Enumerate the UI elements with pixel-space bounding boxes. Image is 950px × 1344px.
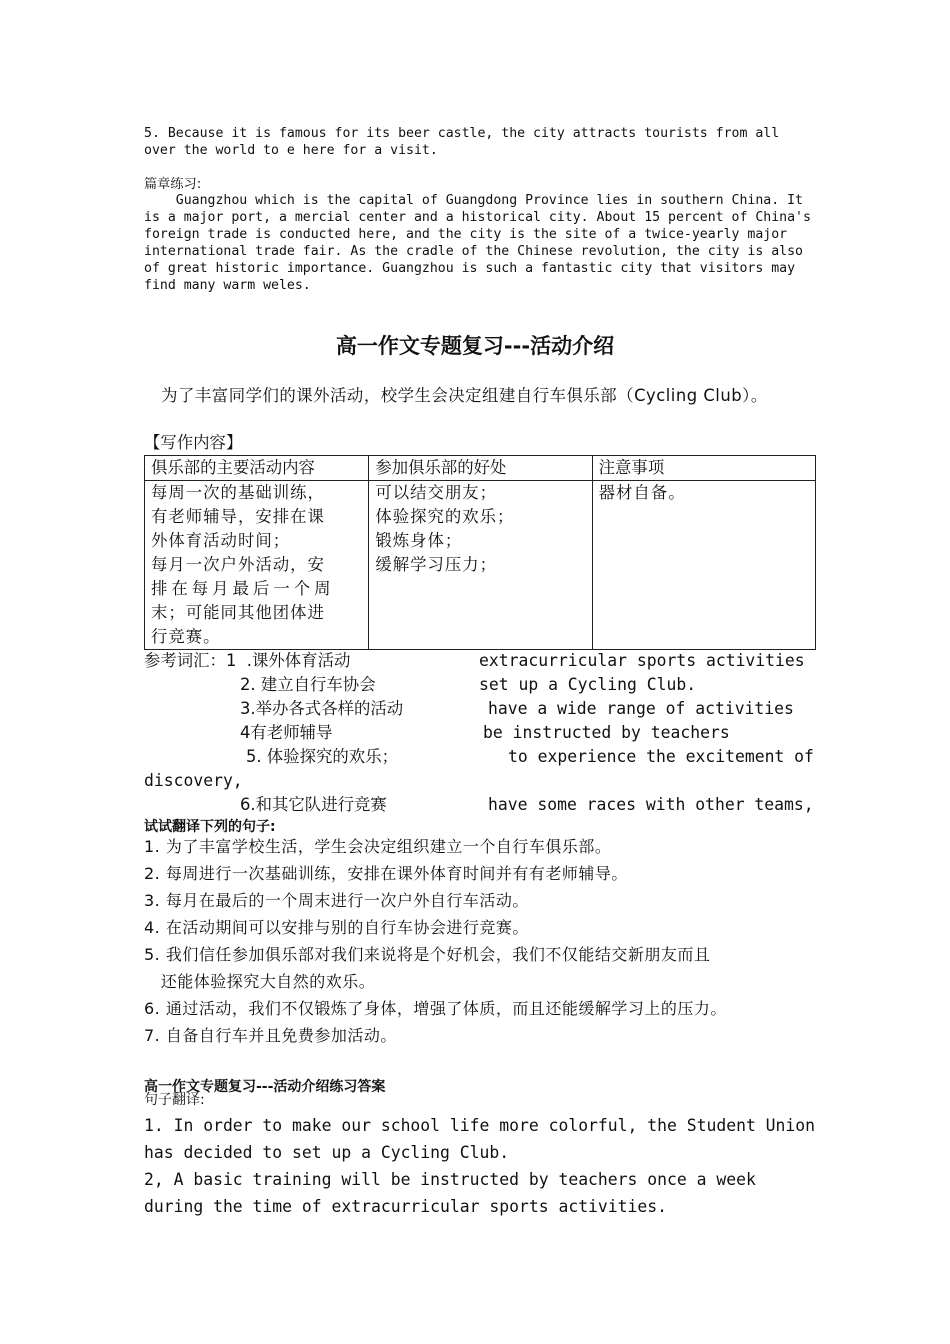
vocab-cn: 4有老师辅导: [240, 723, 333, 742]
table-row: [145, 481, 816, 650]
vocab-en: be instructed by teachers: [483, 723, 730, 742]
cell-line: 可以结交朋友；: [375, 483, 498, 502]
writing-content-label: 【写作内容】: [144, 433, 243, 452]
answers-heading: 高一作文专题复习---活动介绍练习答案: [144, 1079, 386, 1095]
vocab-en: have some races with other teams,: [488, 795, 814, 814]
table-header: 注意事项: [592, 456, 815, 481]
cell-line: 有老师辅导，安排在课: [151, 507, 325, 526]
translate-heading: 试试翻译下列的句子:: [144, 819, 276, 835]
vocab-cn: 3.举办各式各样的活动: [240, 699, 404, 718]
cell-line: 末；可能同其他团体进: [151, 603, 325, 622]
cell-line: 外体育活动时间；: [151, 531, 291, 550]
sentence-5: 5. Because it is famous for its beer castle, the city attracts tourists from all over the world to e here for a visit.: [144, 126, 788, 158]
passage-label: 篇章练习:: [144, 177, 202, 192]
list-item: 1. 为了丰富学校生活，学生会决定组织建立一个自行车俱乐部。: [144, 837, 612, 856]
cell-line: 行竞赛。: [151, 627, 221, 646]
cell-line: 排在每月最后一个周: [151, 579, 335, 598]
vocab-en: have a wide range of activities: [488, 699, 794, 718]
list-item: 6. 通过活动，我们不仅锻炼了身体，增强了体质，而且还能缓解学习上的压力。: [144, 999, 727, 1018]
cell-line: 每周一次的基础训练，: [151, 483, 325, 502]
list-item: 4. 在活动期间可以安排与别的自行车协会进行竞赛。: [144, 918, 529, 937]
writing-content-table: [144, 455, 816, 650]
answer-2: 2, A basic training will be instructed by teachers once a week during the time of extracurricular sports activities.: [144, 1170, 766, 1216]
answers-subheading: 句子翻译:: [144, 1092, 205, 1108]
passage-text: Guangzhou which is the capital of Guangdong Province lies in southern China. It is a major port, a mercial center and a historical city. About 15 percent of China's foreign trade is conducted here, and the city is the site of a twice-yearly major international trade fair. As the cradle of the Chinese revolution, the city is also of great historic importance. Guangzhou is such a fantastic city that visitors may find many warm weles.: [144, 193, 819, 293]
cell-line: 缓解学习压力；: [375, 555, 498, 574]
list-item: 还能体验探究大自然的欢乐。: [144, 972, 376, 991]
list-item: 2. 每周进行一次基础训练，安排在课外体育时间并有有老师辅导。: [144, 864, 628, 883]
vocab-cn: 参考词汇：1 .课外体育活动: [144, 651, 351, 670]
table-header: 参加俱乐部的好处: [369, 456, 592, 481]
activities-cell: [145, 481, 369, 650]
intro-paragraph: 为了丰富同学们的课外活动，校学生会决定组建自行车俱乐部（Cycling Club）。: [144, 386, 768, 405]
notes-cell: [592, 481, 815, 650]
cell-line: 锻炼身体；: [375, 531, 463, 550]
vocab-cn: 6.和其它队进行竞赛: [240, 795, 387, 814]
vocab-en: to experience the excitement of: [508, 747, 814, 766]
vocab-en: extracurricular sports activities: [479, 651, 805, 670]
vocab-en: set up a Cycling Club.: [479, 675, 697, 694]
cell-line: 体验探究的欢乐；: [375, 507, 515, 526]
answer-1: 1. In order to make our school life more colorful, the Student Union has decided to set up a Cycling Club.: [144, 1116, 825, 1162]
list-item: 5. 我们信任参加俱乐部对我们来说将是个好机会，我们不仅能结交新朋友而且: [144, 945, 711, 964]
cell-line: 每月一次户外活动，安: [151, 555, 325, 574]
vocab-wrap: discovery,: [144, 771, 243, 790]
list-item: 7. 自备自行车并且免费参加活动。: [144, 1026, 397, 1045]
table-header-row: [145, 456, 816, 481]
vocab-cn: 5. 体验探究的欢乐；: [246, 747, 398, 766]
table-header: 俱乐部的主要活动内容: [145, 456, 369, 481]
cell-line: 器材自备。: [598, 483, 686, 502]
vocab-cn: 2. 建立自行车协会: [240, 675, 376, 694]
benefits-cell: [369, 481, 592, 650]
page-title: 高一作文专题复习---活动介绍: [335, 334, 615, 358]
list-item: 3. 每月在最后的一个周末进行一次户外自行车活动。: [144, 891, 529, 910]
